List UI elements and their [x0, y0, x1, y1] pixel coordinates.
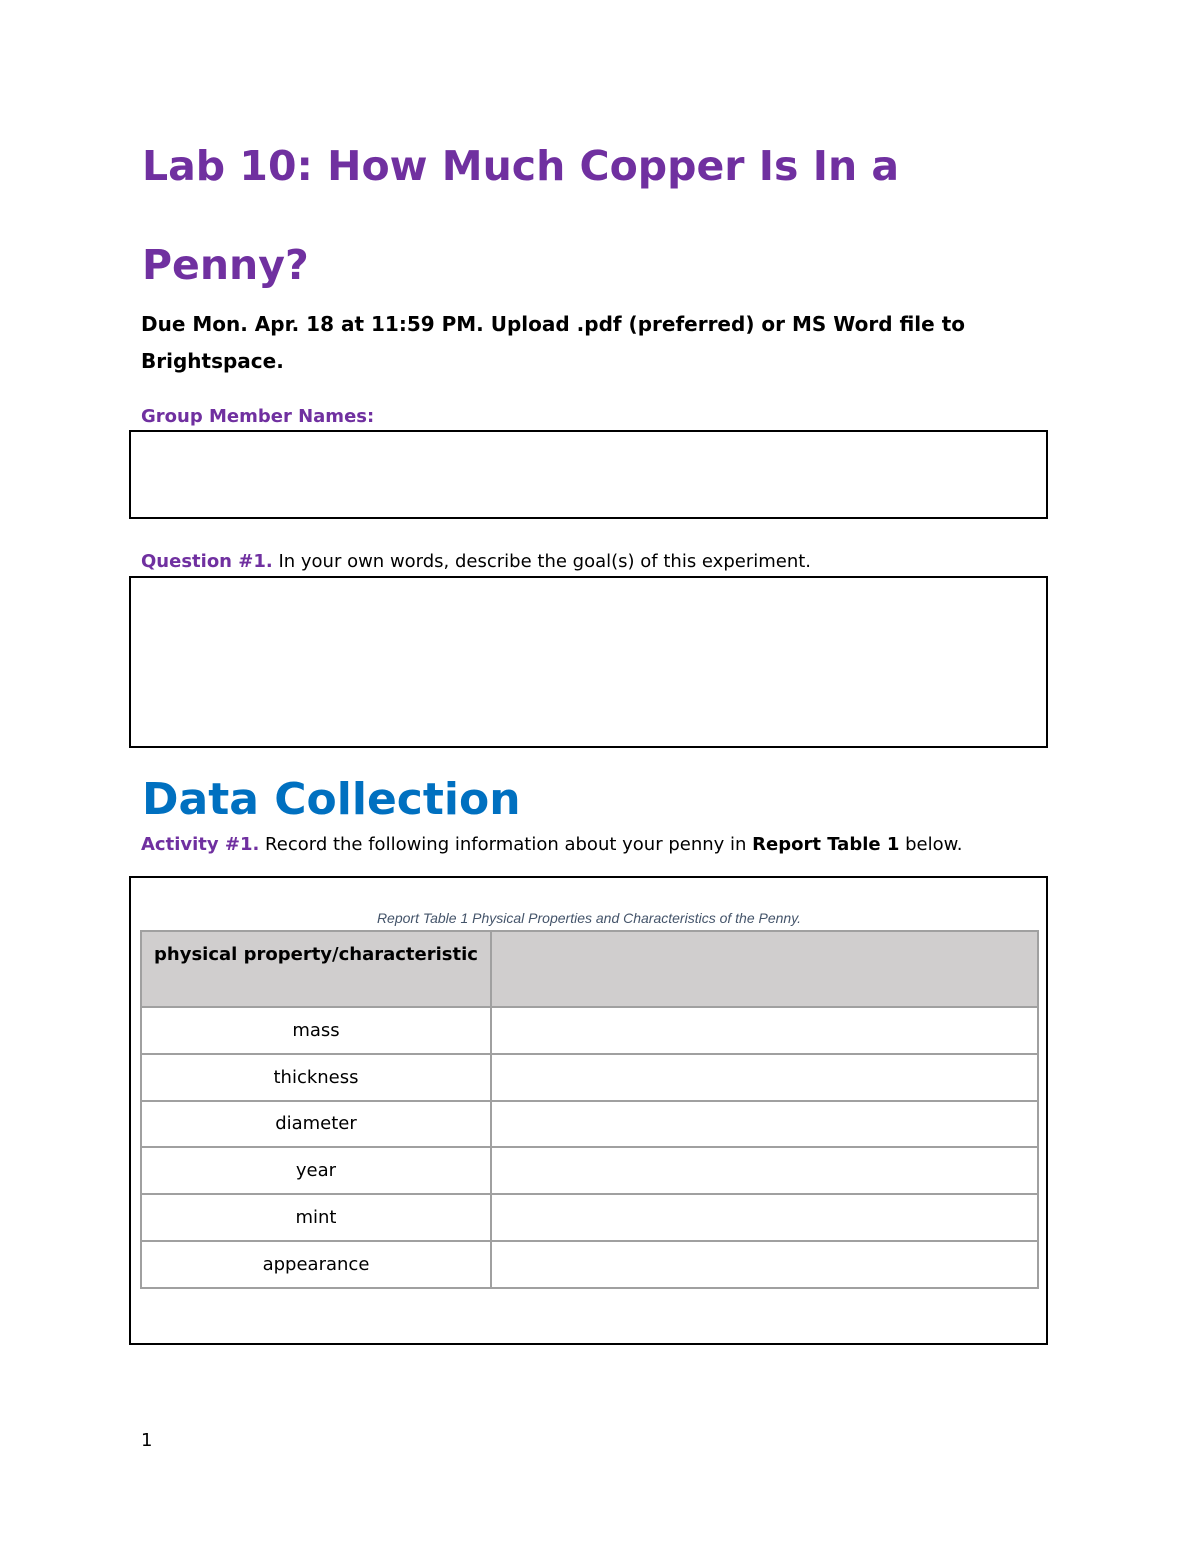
table-cell-value[interactable]: [491, 1054, 1038, 1101]
question-1-label: Question #1.: [141, 551, 273, 572]
table-row: [141, 1241, 1038, 1288]
table-cell-property: mass: [141, 1007, 491, 1054]
table-row: [141, 1194, 1038, 1241]
group-member-names-box[interactable]: [129, 430, 1048, 519]
activity-1-text-after: below.: [899, 834, 963, 855]
table-row: [141, 1101, 1038, 1148]
question-1-text: In your own words, describe the goal(s) of this experiment.: [272, 551, 812, 572]
table-row: [141, 1007, 1038, 1054]
table-header-property: physical property/characteristic: [141, 931, 491, 1007]
activity-1-table-ref: Report Table 1: [752, 834, 900, 855]
table-cell-value[interactable]: [491, 1194, 1038, 1241]
table-cell-property: diameter: [141, 1101, 491, 1148]
data-collection-heading: Data Collection: [142, 774, 521, 825]
table-cell-property: year: [141, 1147, 491, 1194]
group-member-names-label: Group Member Names:: [141, 406, 375, 427]
table-row: [141, 1147, 1038, 1194]
activity-1-text-before: Record the following information about your penny in: [259, 834, 753, 855]
table-cell-property: appearance: [141, 1241, 491, 1288]
activity-1-label: Activity #1.: [141, 834, 260, 855]
table-header-row: [141, 931, 1038, 1007]
report-table-caption: Report Table 1 Physical Properties and Characteristics of the Penny.: [376, 910, 802, 926]
report-table-1: [140, 930, 1039, 1289]
table-header-value: [491, 931, 1038, 1007]
table-cell-value[interactable]: [491, 1007, 1038, 1054]
table-cell-property: mint: [141, 1194, 491, 1241]
page-number: 1: [141, 1430, 153, 1451]
table-row: [141, 1054, 1038, 1101]
question-1-answer-box[interactable]: [129, 576, 1048, 748]
table-cell-property: thickness: [141, 1054, 491, 1101]
title-line-2: Penny?: [142, 241, 309, 289]
table-cell-value[interactable]: [491, 1147, 1038, 1194]
title-line-1: Lab 10: How Much Copper Is In a: [142, 142, 900, 190]
question-1-line: [141, 551, 811, 573]
due-date-text: Due Mon. Apr. 18 at 11:59 PM. Upload .pdf (preferred) or MS Word file to Brightspace.: [141, 312, 965, 373]
activity-1-line: [141, 834, 962, 856]
table-cell-value[interactable]: [491, 1241, 1038, 1288]
table-cell-value[interactable]: [491, 1101, 1038, 1148]
